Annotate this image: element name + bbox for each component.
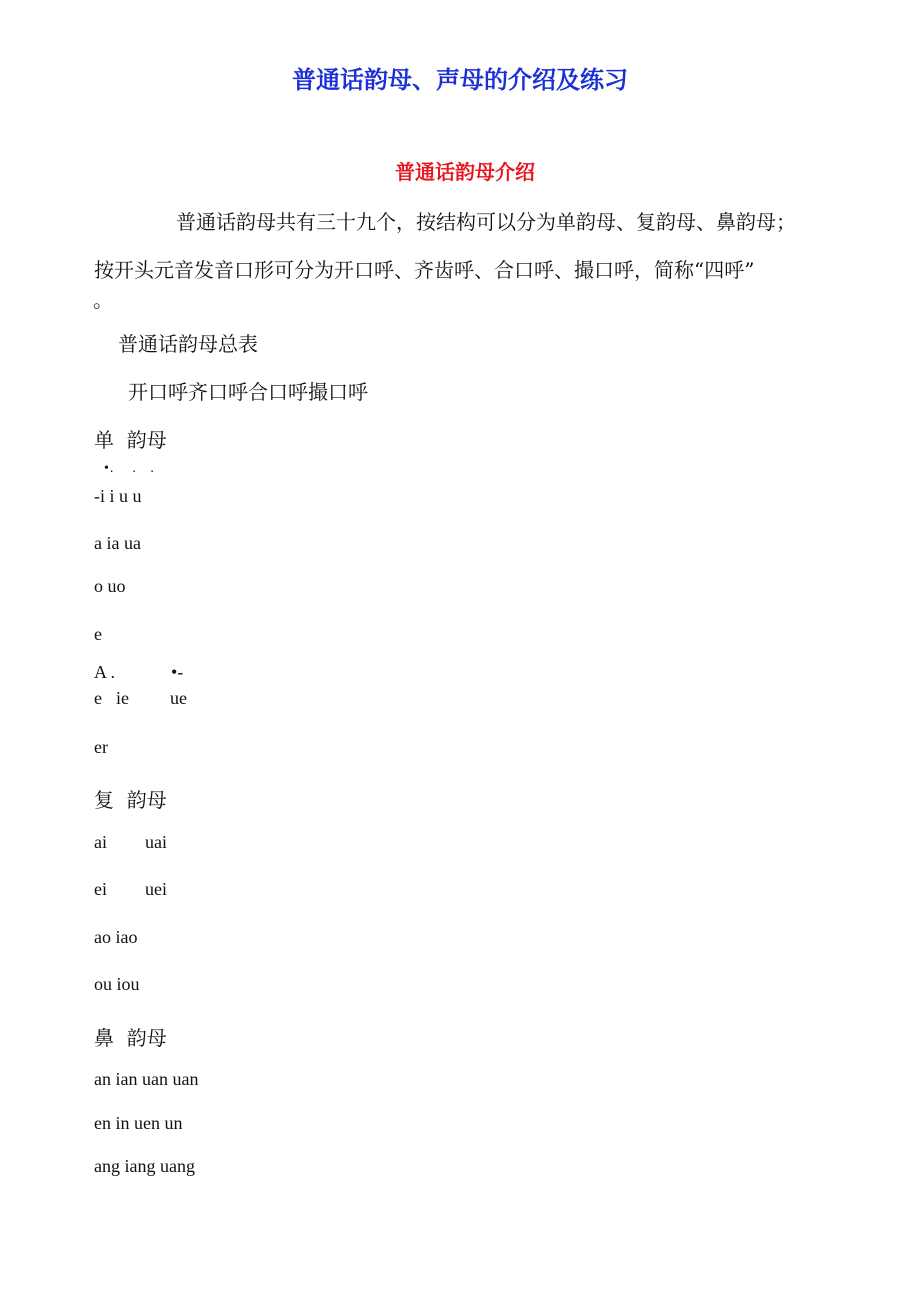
simple-finals-row: o uo (94, 576, 126, 596)
simple-finals-row: -i i u u (94, 486, 142, 506)
intro-paragraph-line-3: 。 (93, 288, 113, 312)
compound-finals-row: ou iou (94, 974, 140, 994)
compound-finals-cell: ai (94, 832, 107, 852)
compound-finals-cell: uai (145, 832, 167, 852)
simple-finals-row: er (94, 737, 108, 757)
compound-finals-heading: 复 韵母 (94, 788, 167, 812)
diacritic-marks-right: •- (171, 662, 184, 682)
intro-paragraph-line-2: 按开头元音发音口形可分为开口呼、齐齿呼、合口呼、撮口呼，简称“四呼” (94, 258, 755, 282)
diacritic-marks-left: A . (94, 662, 116, 682)
compound-finals-cell: uei (145, 879, 167, 899)
table-header: 开口呼齐口呼合口呼撮口呼 (128, 380, 368, 404)
document-title: 普通话韵母、声母的介绍及练习 (292, 65, 628, 94)
nasal-finals-row: ang iang uang (94, 1156, 195, 1176)
simple-finals-row: e (94, 624, 102, 644)
simple-finals-cell: ie (116, 688, 129, 708)
simple-finals-row: a ia ua (94, 533, 141, 553)
table-title: 普通话韵母总表 (118, 332, 258, 356)
intro-paragraph-line-1: 普通话韵母共有三十九个，按结构可以分为单韵母、复韵母、鼻韵母； (176, 210, 796, 234)
nasal-finals-heading: 鼻 韵母 (94, 1026, 167, 1050)
nasal-finals-row: an ian uan uan (94, 1069, 199, 1089)
compound-finals-row: ao iao (94, 927, 138, 947)
nasal-finals-row: en in uen un (94, 1113, 183, 1133)
section-subtitle: 普通话韵母介绍 (395, 160, 535, 184)
compound-finals-cell: ei (94, 879, 107, 899)
simple-finals-cell: ue (170, 688, 187, 708)
simple-finals-cell: e (94, 688, 102, 708)
tone-dot-marks: •. . . (104, 461, 155, 476)
simple-finals-heading: 单 韵母 (94, 428, 167, 452)
